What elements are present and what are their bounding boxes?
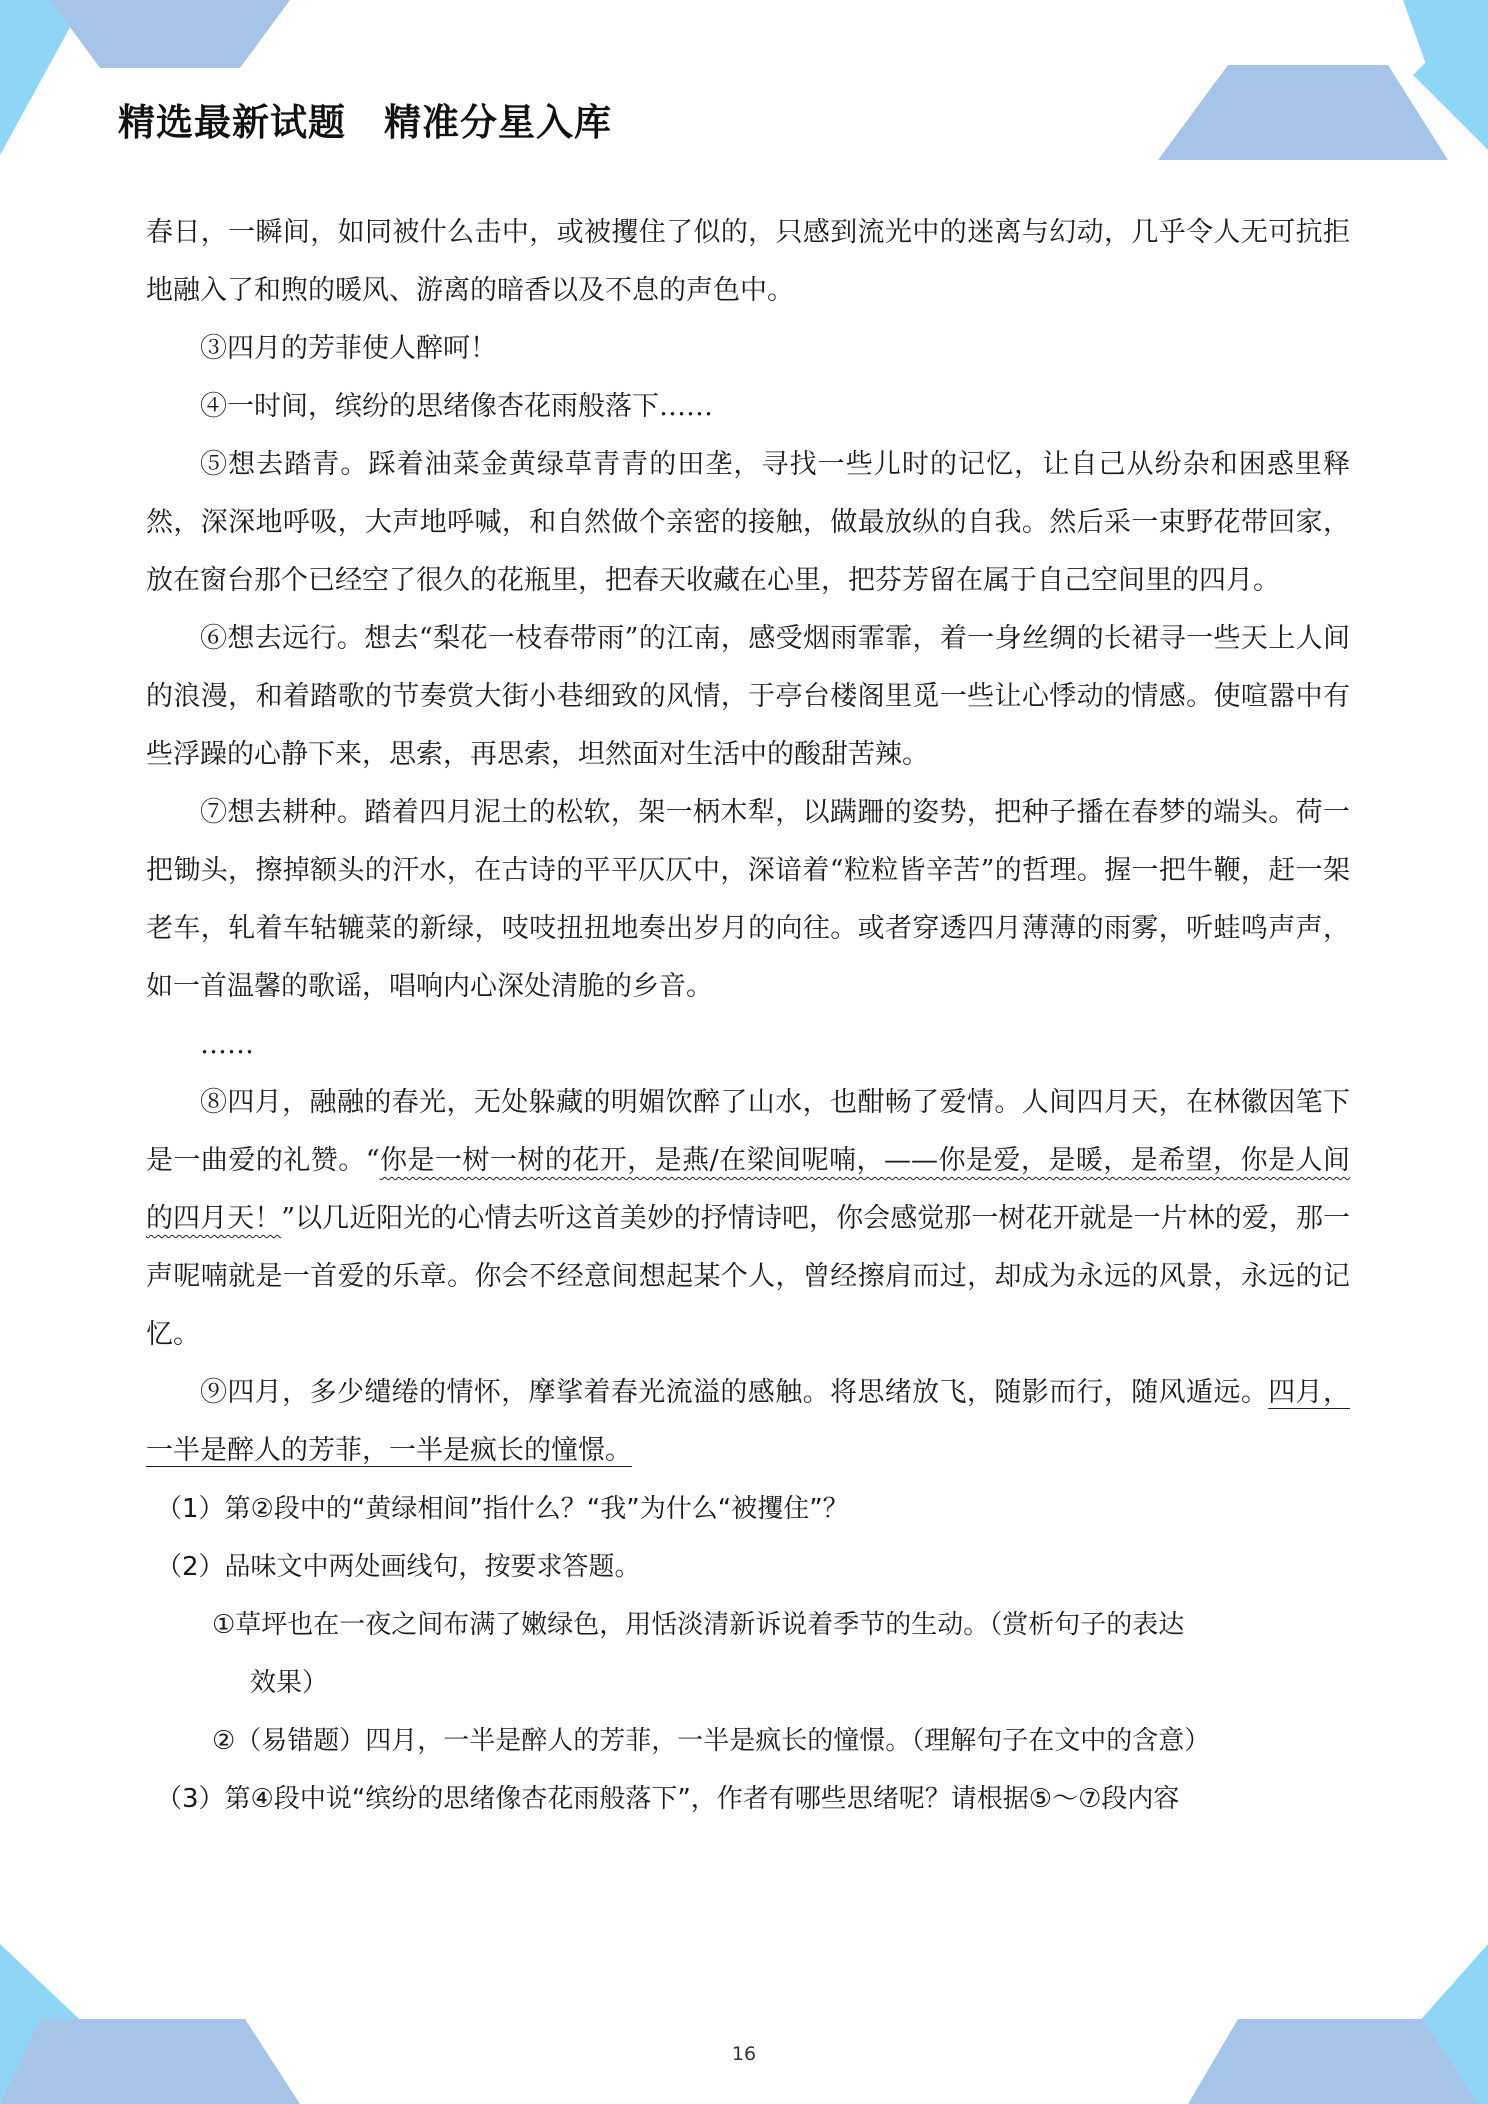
- paragraph-2-continued: 春日，一瞬间，如同被什么击中，或被攫住了似的，只感到流光中的迷离与幻动，几乎令人无可抗拒地融入了和煦的暖风、游离的暗香以及不息的声色中。: [146, 217, 1350, 306]
- page-number: 16: [731, 2043, 757, 2065]
- question-3: （3）第④段中说“缤纷的思绪像杏花雨般落下”，作者有哪些思绪呢？请根据⑤～⑦段内容: [156, 1784, 1180, 1814]
- question-2-part-2: ②（易错题）四月，一半是醉人的芳菲，一半是疯长的憧憬。（理解句子在文中的含意）: [212, 1726, 1211, 1756]
- ellipsis-line: ……: [200, 1029, 254, 1060]
- paragraph-6: ⑥想去远行。想去“梨花一枝春带雨”的江南，感受烟雨霏霏，着一身丝绸的长裙寻一些天上人间的浪漫，和着踏歌的节奏赏大街小巷细致的风情，于亭台楼阁里觅一些让心悸动的情感。使喧嚣中有些浮躁的心静下来，思索，再思索，坦然面对生活中的酸甜苦辣。: [146, 623, 1350, 770]
- paragraph-3: ③四月的芳菲使人醉呵！: [200, 333, 497, 364]
- question-2: （2）品味文中两处画线句，按要求答题。: [156, 1552, 641, 1582]
- paragraph-5: ⑤想去踏青。踩着油菜金黄绿草青青的田垄，寻找一些儿时的记忆，让自己从纷杂和困惑里释然，深深地呼吸，大声地呼喊，和自然做个亲密的接触，做最放纵的自我。然后采一束野花带回家，放在窗台那个已经空了很久的花瓶里，把春天收藏在心里，把芬芳留在属于自己空间里的四月。: [146, 449, 1350, 596]
- paragraph-7: ⑦想去耕种。踏着四月泥土的松软，架一柄木犁，以蹒跚的姿势，把种子播在春梦的端头。荷一把锄头，擦掉额头的汗水，在古诗的平平仄仄中，深谙着“粒粒皆辛苦”的哲理。握一把牛鞭，赶一架老车，轧着车轱辘菜的新绿，吱吱扭扭地奏出岁月的向往。或者穿透四月薄薄的雨雾，听蛙鸣声声，如一首温馨的歌谣，唱响内心深处清脆的乡音。: [146, 797, 1350, 1002]
- article-body: [146, 204, 1350, 1828]
- question-2-part-1-continued: 效果）: [250, 1668, 329, 1698]
- bottom-right-decoration: [1168, 1934, 1488, 2104]
- paragraph-9-text-a: ⑨四月，多少缱绻的情怀，摩挲着春光流溢的感触。将思绪放飞，随影而行，随风遁远。: [200, 1377, 1269, 1408]
- paragraph-8: [146, 1074, 1350, 1364]
- question-1: （1）第②段中的“黄绿相间”指什么？“我”为什么“被攫住”？: [156, 1494, 849, 1524]
- header-title: 精选最新试题 精准分星入库: [118, 101, 612, 144]
- question-2-part-1: ①草坪也在一夜之间布满了嫩绿色，用恬淡清新诉说着季节的生动。（赏析句子的表达: [212, 1610, 1185, 1640]
- paragraph-8-text-a: ⑧四月，融融的春光，无处躲藏的明媚饮醉了山水，也酣畅了爱情。人间四月天，在林徽因笔下是一曲爱的礼赞。“: [146, 1087, 1350, 1176]
- bottom-left-decoration: [0, 1934, 320, 2104]
- wavy-underlined-quote: 你是一树一树的花开，是燕/在梁间呢喃，——你是爱，是暖，是希望，你是人间的四月天！: [146, 1145, 1350, 1234]
- paragraph-9: [146, 1364, 1350, 1480]
- paragraph-8-text-c: ”以几近阳光的心情去听这首美妙的抒情诗吧，你会感觉那一树花开就是一片林的爱，那一声呢喃就是一首爱的乐章。你会不经意间想起某个人，曾经擦肩而过，却成为永远的风景，永远的记忆。: [146, 1203, 1350, 1350]
- underlined-sentence: 四月，一半是醉人的芳菲，一半是疯长的憧憬。: [146, 1377, 1350, 1466]
- paragraph-4: ④一时间，缤纷的思绪像杏花雨般落下……: [200, 391, 713, 422]
- top-right-decoration: [1158, 0, 1488, 165]
